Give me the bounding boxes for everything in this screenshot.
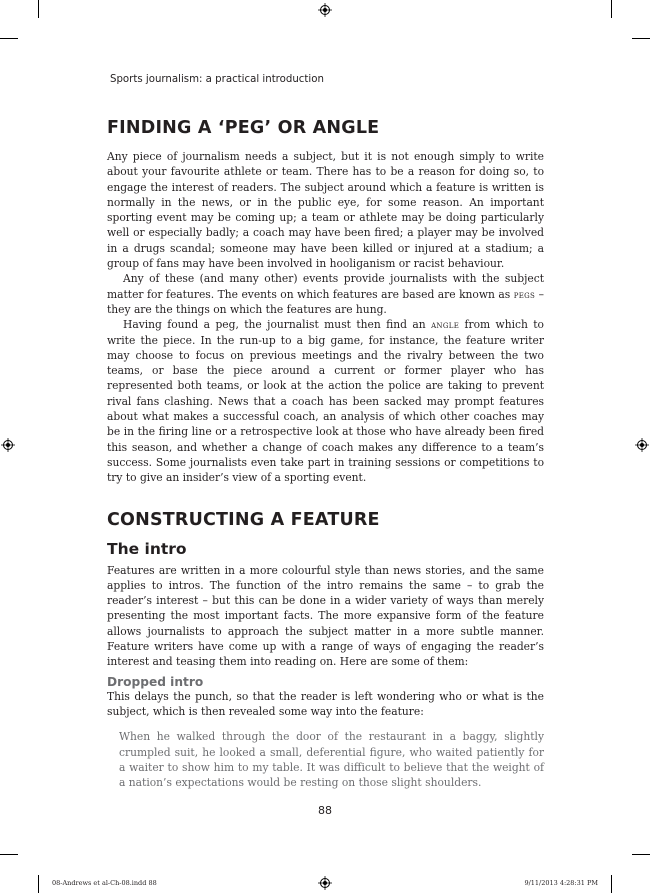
crop-mark	[632, 854, 650, 855]
text-run: from which to write the piece. In the run-up to a big game, for instance, the feature writer may choose to focus on previous meetings and the rivalry between the two teams, or base the piece around a current or former player who has represented both teams, or look at the action the police are taking to prevent rival fans clashing. News that a coach has been sacked may prompt features about what makes a successful coach, an analysis of which other coaches may be in the firing line or a retrospective look at those who have already been fired this season, and whether a change of coach makes any difference to a team’s success. Some journalists even take part in training sessions or competitions to try to give an insider’s view of a sporting event.	[107, 318, 544, 485]
page-body	[107, 118, 544, 790]
crop-mark	[0, 854, 18, 855]
body-paragraph	[107, 271, 544, 317]
slug-file-name: 08-Andrews et al-Ch-08.indd 88	[52, 879, 157, 887]
slug-timestamp: 9/11/2013 4:28:31 PM	[524, 879, 598, 887]
registration-mark-icon	[635, 438, 649, 452]
crop-mark	[38, 875, 39, 893]
text-run: Any of these (and many other) events provide journalists with the subject matter for features. The events on which features are based are known as	[107, 272, 544, 301]
body-paragraph: This delays the punch, so that the reader is left wondering who or what is the subject, which is then revealed some way into the feature:	[107, 689, 544, 718]
registration-mark-icon	[318, 876, 332, 890]
body-paragraph: Any piece of journalism needs a subject, but it is not enough simply to write about your favourite athlete or team. There has to be a reason for doing so, to engage the interest of readers. The subject around which a feature is written is normally in the news, or in the public eye, for some reason. An important sporting event may be coming up; a team or athlete may be doing particularly well or especially badly; a coach may have been fired; a player may be involved in a drugs scandal; someone may have been killed or injured at a stadium; a group of fans may have been involved in hooliganism or racist behaviour.	[107, 150, 544, 271]
page-number: 88	[318, 804, 332, 817]
crop-mark	[38, 0, 39, 18]
text-run: – they are the things on which the features are hung.	[107, 287, 544, 316]
term-angle: angle	[431, 318, 460, 332]
text-run: Having found a peg, the journalist must then find an	[123, 318, 432, 332]
term-pegs: pegs	[513, 287, 536, 301]
crop-mark	[0, 38, 18, 39]
body-paragraph: Features are written in a more colourful style than news stories, and the same applies to intros. The function of the intro remains the same – to grab the reader’s interest – but this can be done in a wider variety of ways than merely presenting the most important facts. The more expansive form of the feature allows journalists to approach the subject matter in a more subtle manner. Feature writers have come up with a range of ways of engaging the reader’s interest and teasing them into reading on. Here are some of them:	[107, 563, 544, 669]
crop-mark	[611, 875, 612, 893]
example-quote: When he walked through the door of the restaurant in a baggy, slightly crumpled suit, he looked a small, deferential figure, who waited patiently for a waiter to show him to my table. It was difficult to believe that the weight of a nation’s expectations would be resting on those slight shoulders.	[119, 730, 544, 790]
crop-mark	[611, 0, 612, 18]
registration-mark-icon	[318, 3, 332, 17]
subheading-the-intro: The intro	[107, 539, 187, 558]
registration-mark-icon	[1, 438, 15, 452]
section-heading-finding-a-peg: FINDING A ‘PEG’ OR ANGLE	[107, 118, 380, 138]
crop-mark	[632, 38, 650, 39]
body-paragraph	[107, 317, 544, 485]
running-head: Sports journalism: a practical introduction	[110, 74, 324, 85]
section-heading-constructing-a-feature: CONSTRUCTING A FEATURE	[107, 509, 380, 530]
minor-heading-dropped-intro: Dropped intro	[107, 674, 204, 689]
